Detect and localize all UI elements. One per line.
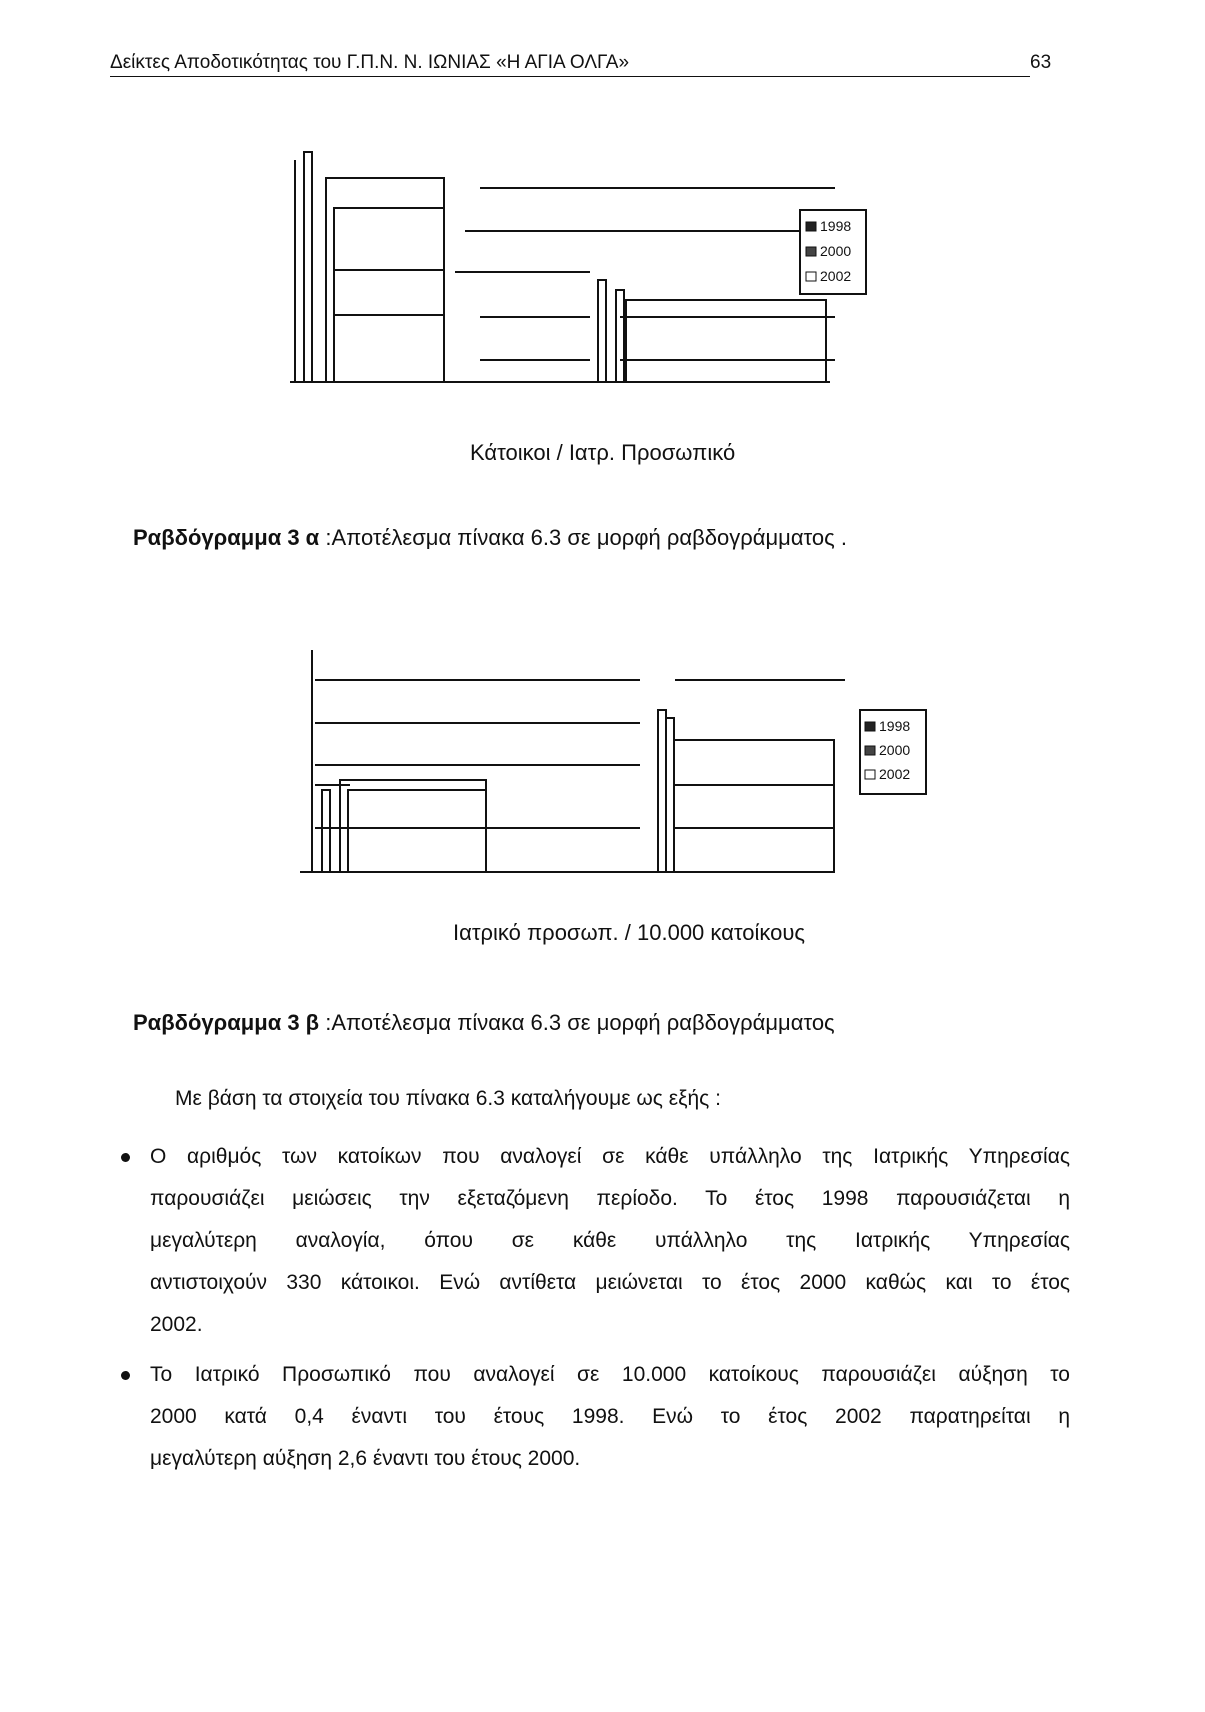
legend-swatch-2002 xyxy=(806,272,816,281)
chart-a xyxy=(290,150,940,390)
chart-a-axis-label: Κάτοικοι / Ιατρ. Προσωπικό xyxy=(470,440,736,465)
chart-a-bar-2000 xyxy=(616,290,624,382)
legend-swatch-2000 xyxy=(806,247,816,256)
bullet-1-line: Ο αριθμός των κατοίκων που αναλογεί σε κάθε υπάλληλο της Ιατρικής Υπηρεσίας xyxy=(150,1145,1070,1168)
chart-b xyxy=(300,640,950,880)
running-title: Δείκτες Αποδοτικότητας του Γ.Π.Ν. Ν. ΙΩΝΙΑΣ «Η ΑΓΙΑ ΟΛΓΑ» xyxy=(110,52,630,73)
figure-caption-a-label: Ραβδόγραμμα 3 α xyxy=(133,525,320,550)
legend-label-1998: 1998 xyxy=(879,718,911,734)
chart-b-bar-2000 xyxy=(666,718,674,872)
legend-label-2000: 2000 xyxy=(820,243,852,259)
chart-b-bar-1998 xyxy=(322,790,330,872)
bullet-item-2 xyxy=(110,1354,1070,1480)
bullet-1-line: μεγαλύτερη αναλογία, όπου σε κάθε υπάλληλο της Ιατρικής Υπηρεσίας xyxy=(150,1229,1070,1252)
bullet-2-line: 2000 κατά 0,4 έναντι του έτους 1998. Ενώ το έτος 2002 παρατηρείται η xyxy=(150,1405,1070,1428)
bullet-2-line: Το Ιατρικό Προσωπικό που αναλογεί σε 10.000 κατοίκους παρουσιάζει αύξηση το xyxy=(150,1363,1070,1386)
bullet-1-line: αντιστοιχούν 330 κάτοικοι. Ενώ αντίθετα μειώνεται το έτος 2000 καθώς και το έτος xyxy=(150,1271,1070,1294)
bullet-dot xyxy=(121,1153,130,1162)
chart-a-bar-2002 xyxy=(334,208,444,382)
intro-paragraph: Με βάση τα στοιχεία του πίνακα 6.3 καταλήγουμε ως εξής : xyxy=(175,1087,721,1110)
chart-b-bar-2002 xyxy=(348,790,486,872)
legend-swatch-1998 xyxy=(806,222,816,231)
page-number: 63 xyxy=(1030,52,1052,73)
legend-label-2002: 2002 xyxy=(879,766,911,782)
figure-caption-b xyxy=(133,1010,835,1036)
legend-swatch-2002 xyxy=(865,770,875,779)
legend-label-2002: 2002 xyxy=(820,268,852,284)
bullet-1-line: 2002. xyxy=(150,1313,203,1336)
bullet-dot xyxy=(121,1371,130,1380)
legend-swatch-1998 xyxy=(865,722,875,731)
chart-a-bar-1998 xyxy=(598,280,606,382)
chart-b-axis-label: Ιατρικό προσωπ. / 10.000 κατοίκους xyxy=(453,920,805,945)
figure-caption-a xyxy=(133,525,847,551)
bullet-2-line: μεγαλύτερη αύξηση 2,6 έναντι του έτους 2000. xyxy=(150,1447,581,1470)
chart-a-bar-1998 xyxy=(304,152,312,382)
bullet-item-1 xyxy=(110,1136,1070,1346)
legend-label-2000: 2000 xyxy=(879,742,911,758)
chart-b-bar-2000 xyxy=(340,780,486,872)
chart-a-legend xyxy=(800,210,866,294)
legend-label-1998: 1998 xyxy=(820,218,852,234)
figure-caption-a-text: :Αποτέλεσμα πίνακα 6.3 σε μορφή ραβδογράμματος . xyxy=(319,525,847,550)
figure-caption-b-label: Ραβδόγραμμα 3 β xyxy=(133,1010,320,1035)
chart-a-bar-2002 xyxy=(626,300,826,382)
chart-b-bar-1998 xyxy=(658,710,666,872)
legend-swatch-2000 xyxy=(865,746,875,755)
chart-b-bar-2002 xyxy=(674,740,834,872)
header-rule xyxy=(110,76,1030,77)
bullet-1-line: παρουσιάζει μειώσεις την εξεταζόμενη περίοδο. Το έτος 1998 παρουσιάζεται η xyxy=(150,1187,1070,1210)
figure-caption-b-text: :Αποτέλεσμα πίνακα 6.3 σε μορφή ραβδογράμματος xyxy=(319,1010,835,1035)
chart-b-legend xyxy=(860,710,926,794)
